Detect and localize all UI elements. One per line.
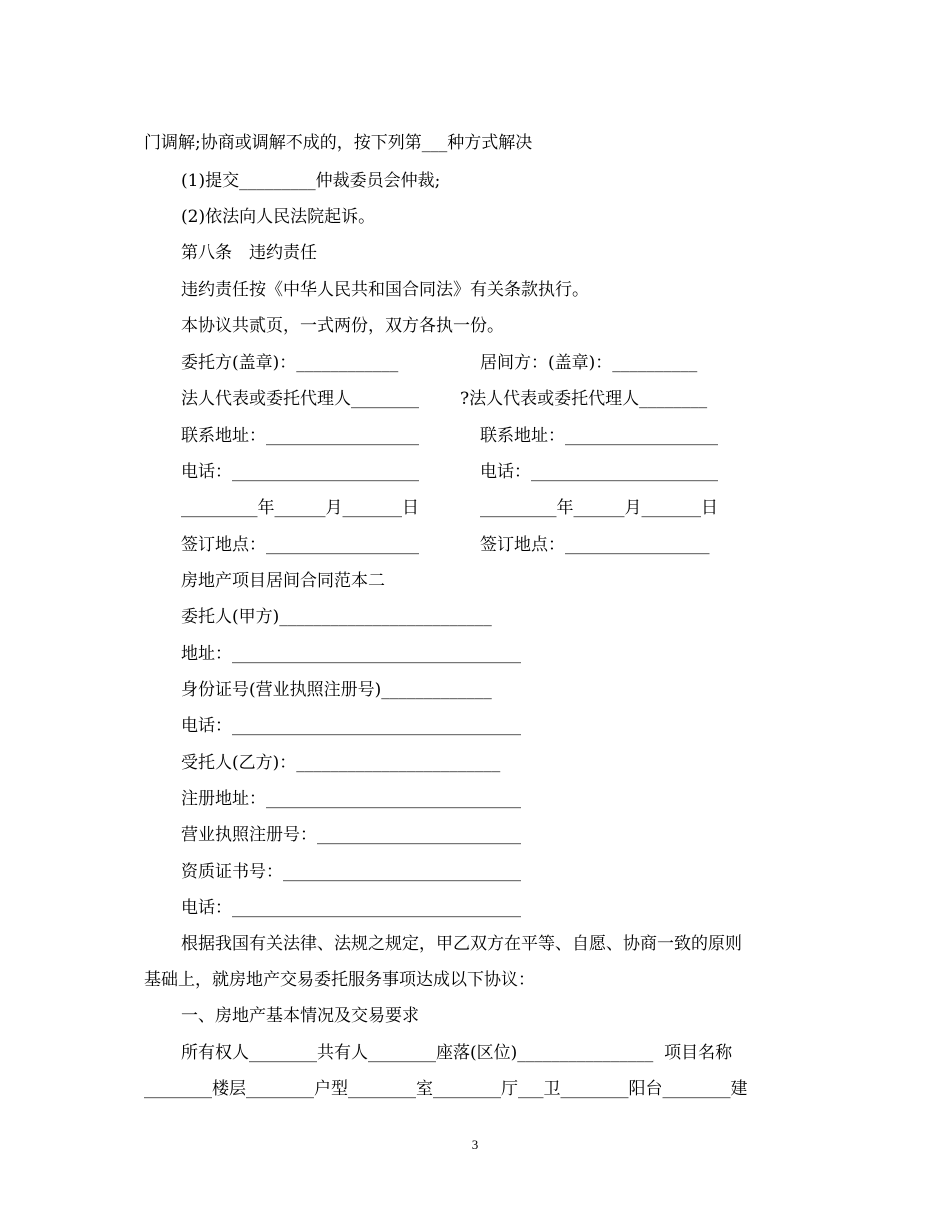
form-field: 受托人(乙方)：________________________ xyxy=(181,753,501,773)
paragraph-line: 基础上，就房地产交易委托服务事项达成以下协议： xyxy=(144,970,535,990)
text-line: (2)依法向人民法院起诉。 xyxy=(181,207,376,227)
form-field: 资质证书号：____________________________ xyxy=(181,862,521,882)
signature-left: 联系地址：__________________ xyxy=(181,426,419,446)
signature-right: 电话：______________________ xyxy=(480,462,718,482)
form-field: 电话：__________________________________ xyxy=(181,716,521,736)
signature-right: 签订地点：_________________ xyxy=(480,535,710,555)
section-title: 房地产项目居间合同范本二 xyxy=(181,571,385,591)
form-field: 电话：__________________________________ xyxy=(181,898,521,918)
signature-left: 委托方(盖章)：____________ xyxy=(181,353,399,373)
signature-right: ?法人代表或委托代理人________ xyxy=(460,389,708,409)
signature-right: 居间方：(盖章)：__________ xyxy=(480,353,698,373)
signature-left: 电话：______________________ xyxy=(181,462,419,482)
signature-right: 联系地址：__________________ xyxy=(480,426,718,446)
signature-right: _________年______月_______日 xyxy=(480,498,718,518)
form-field: 注册地址：______________________________ xyxy=(181,789,521,809)
page-number: 3 xyxy=(471,1137,479,1152)
text-line: 门调解;协商或调解不成的，按下列第___种方式解决 xyxy=(144,133,533,153)
text-line: (1)提交_________仲裁委员会仲裁; xyxy=(181,171,441,191)
signature-left: _________年______月_______日 xyxy=(181,498,419,518)
form-field: 身份证号(营业执照注册号)_____________ xyxy=(181,680,492,700)
text-line: 违约责任按《中华人民共和国合同法》有关条款执行。 xyxy=(181,280,589,300)
form-field: 委托人(甲方)_________________________ xyxy=(181,607,492,627)
signature-left: 签订地点：__________________ xyxy=(181,535,419,555)
form-field: 地址：__________________________________ xyxy=(181,644,521,664)
form-field: 营业执照注册号：________________________ xyxy=(181,825,521,845)
section-heading: 一、房地产基本情况及交易要求 xyxy=(181,1006,419,1026)
paragraph-line: ________楼层________户型________室________厅___卫________阳台________建 xyxy=(144,1079,748,1099)
signature-left: 法人代表或委托代理人________ xyxy=(181,389,419,409)
text-line: 本协议共贰页，一式两份，双方各执一份。 xyxy=(181,316,504,336)
paragraph-line: 所有权人________共有人________座落(区位)________________ 项目名称 xyxy=(181,1043,733,1063)
paragraph-line: 根据我国有关法律、法规之规定，甲乙双方在平等、自愿、协商一致的原则 xyxy=(181,934,742,954)
article-heading: 第八条 违约责任 xyxy=(181,243,317,263)
